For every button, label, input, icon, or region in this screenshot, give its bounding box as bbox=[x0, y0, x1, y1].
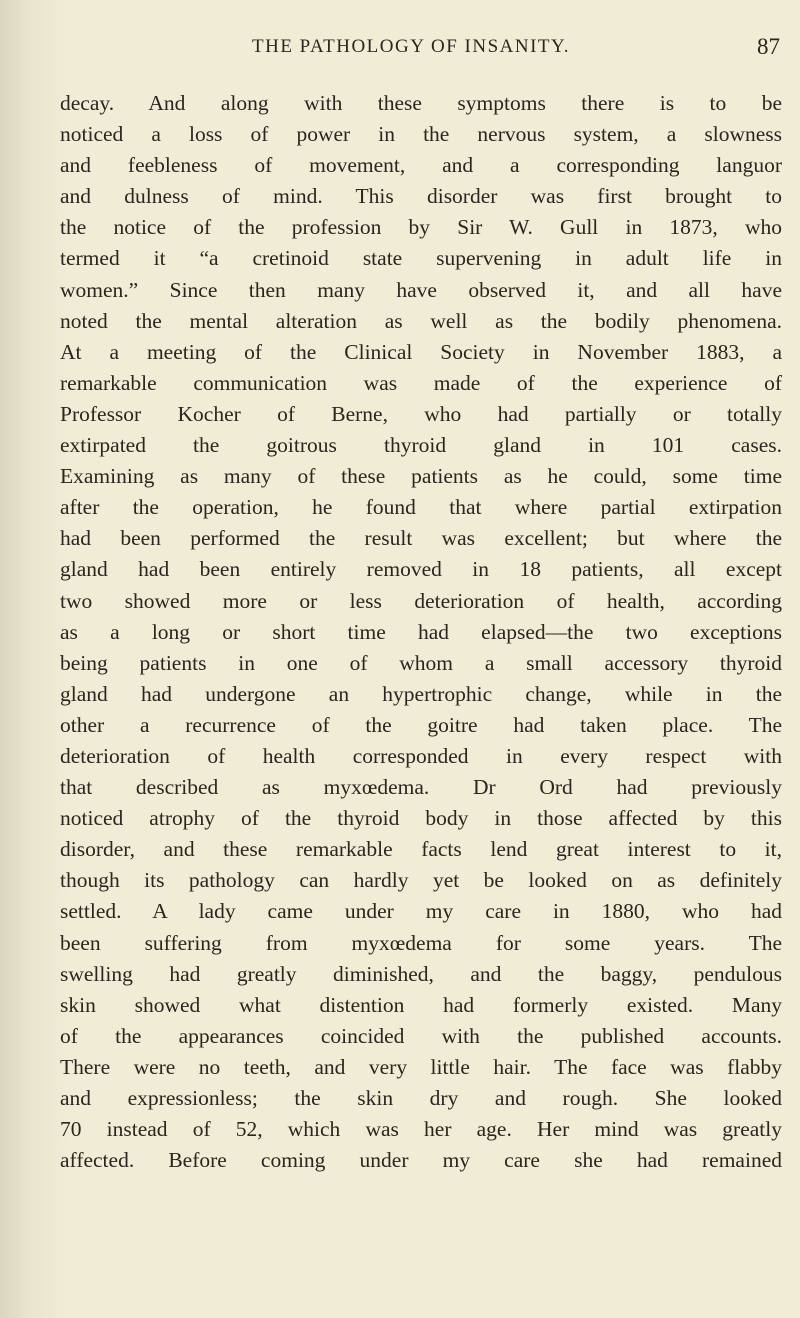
text-line: remarkable communication was made of the experience of bbox=[60, 370, 782, 395]
text-line: other a recurrence of the goitre had taken place. The bbox=[60, 712, 782, 737]
body-text bbox=[60, 88, 782, 1176]
text-line: noticed atrophy of the thyroid body in those affected by this bbox=[60, 806, 782, 831]
text-line: deterioration of health corresponded in every respect with bbox=[60, 743, 782, 768]
text-line: affected. Before coming under my care she had remained bbox=[60, 1148, 782, 1173]
text-line: There were no teeth, and very little hair. The face was flabby bbox=[60, 1054, 782, 1079]
text-line: Examining as many of these patients as he could, some time bbox=[60, 464, 782, 489]
running-head bbox=[60, 36, 780, 66]
text-line: termed it “a cretinoid state supervening in adult life in bbox=[60, 246, 782, 271]
text-line: as a long or short time had elapsed—the two exceptions bbox=[60, 619, 782, 644]
text-line: disorder, and these remarkable facts lend great interest to it, bbox=[60, 837, 782, 862]
text-line: extirpated the goitrous thyroid gland in 101 cases. bbox=[60, 433, 782, 458]
text-line: had been performed the result was excellent; but where the bbox=[60, 526, 782, 551]
text-line: Professor Kocher of Berne, who had partially or totally bbox=[60, 401, 782, 426]
text-line: and feebleness of movement, and a corresponding languor bbox=[60, 153, 782, 178]
text-line: been suffering from myxœdema for some years. The bbox=[60, 930, 782, 955]
text-line: women.” Since then many have observed it, and all have bbox=[60, 277, 782, 302]
text-line: and dulness of mind. This disorder was first brought to bbox=[60, 184, 782, 209]
text-line: 70 instead of 52, which was her age. Her mind was greatly bbox=[60, 1117, 782, 1142]
text-line: decay. And along with these symptoms there is to be bbox=[60, 91, 782, 115]
text-line: skin showed what distention had formerly existed. Many bbox=[60, 992, 782, 1017]
text-line: of the appearances coincided with the published accounts. bbox=[60, 1023, 782, 1048]
text-line: being patients in one of whom a small accessory thyroid bbox=[60, 650, 782, 675]
text-line: settled. A lady came under my care in 1880, who had bbox=[60, 899, 782, 924]
text-line: gland had undergone an hypertrophic change, while in the bbox=[60, 681, 782, 706]
text-line: swelling had greatly diminished, and the baggy, pendulous bbox=[60, 961, 782, 986]
text-line: the notice of the profession by Sir W. Gull in 1873, who bbox=[60, 215, 782, 240]
text-line: noted the mental alteration as well as the bodily phenomena. bbox=[60, 308, 782, 333]
text-line: two showed more or less deterioration of health, according bbox=[60, 588, 782, 613]
text-line: and expressionless; the skin dry and rough. She looked bbox=[60, 1086, 782, 1110]
text-line: that described as myxœdema. Dr Ord had previously bbox=[60, 775, 782, 800]
text-line: after the operation, he found that where partial extirpation bbox=[60, 495, 782, 520]
text-line: noticed a loss of power in the nervous system, a slowness bbox=[60, 122, 782, 147]
page-number: 87 bbox=[757, 34, 780, 59]
text-line: gland had been entirely removed in 18 patients, all except bbox=[60, 557, 782, 582]
running-title: THE PATHOLOGY OF INSANITY. bbox=[252, 36, 571, 57]
text-line: At a meeting of the Clinical Society in November 1883, a bbox=[60, 339, 782, 364]
text-line: though its pathology can hardly yet be looked on as definitely bbox=[60, 868, 782, 893]
